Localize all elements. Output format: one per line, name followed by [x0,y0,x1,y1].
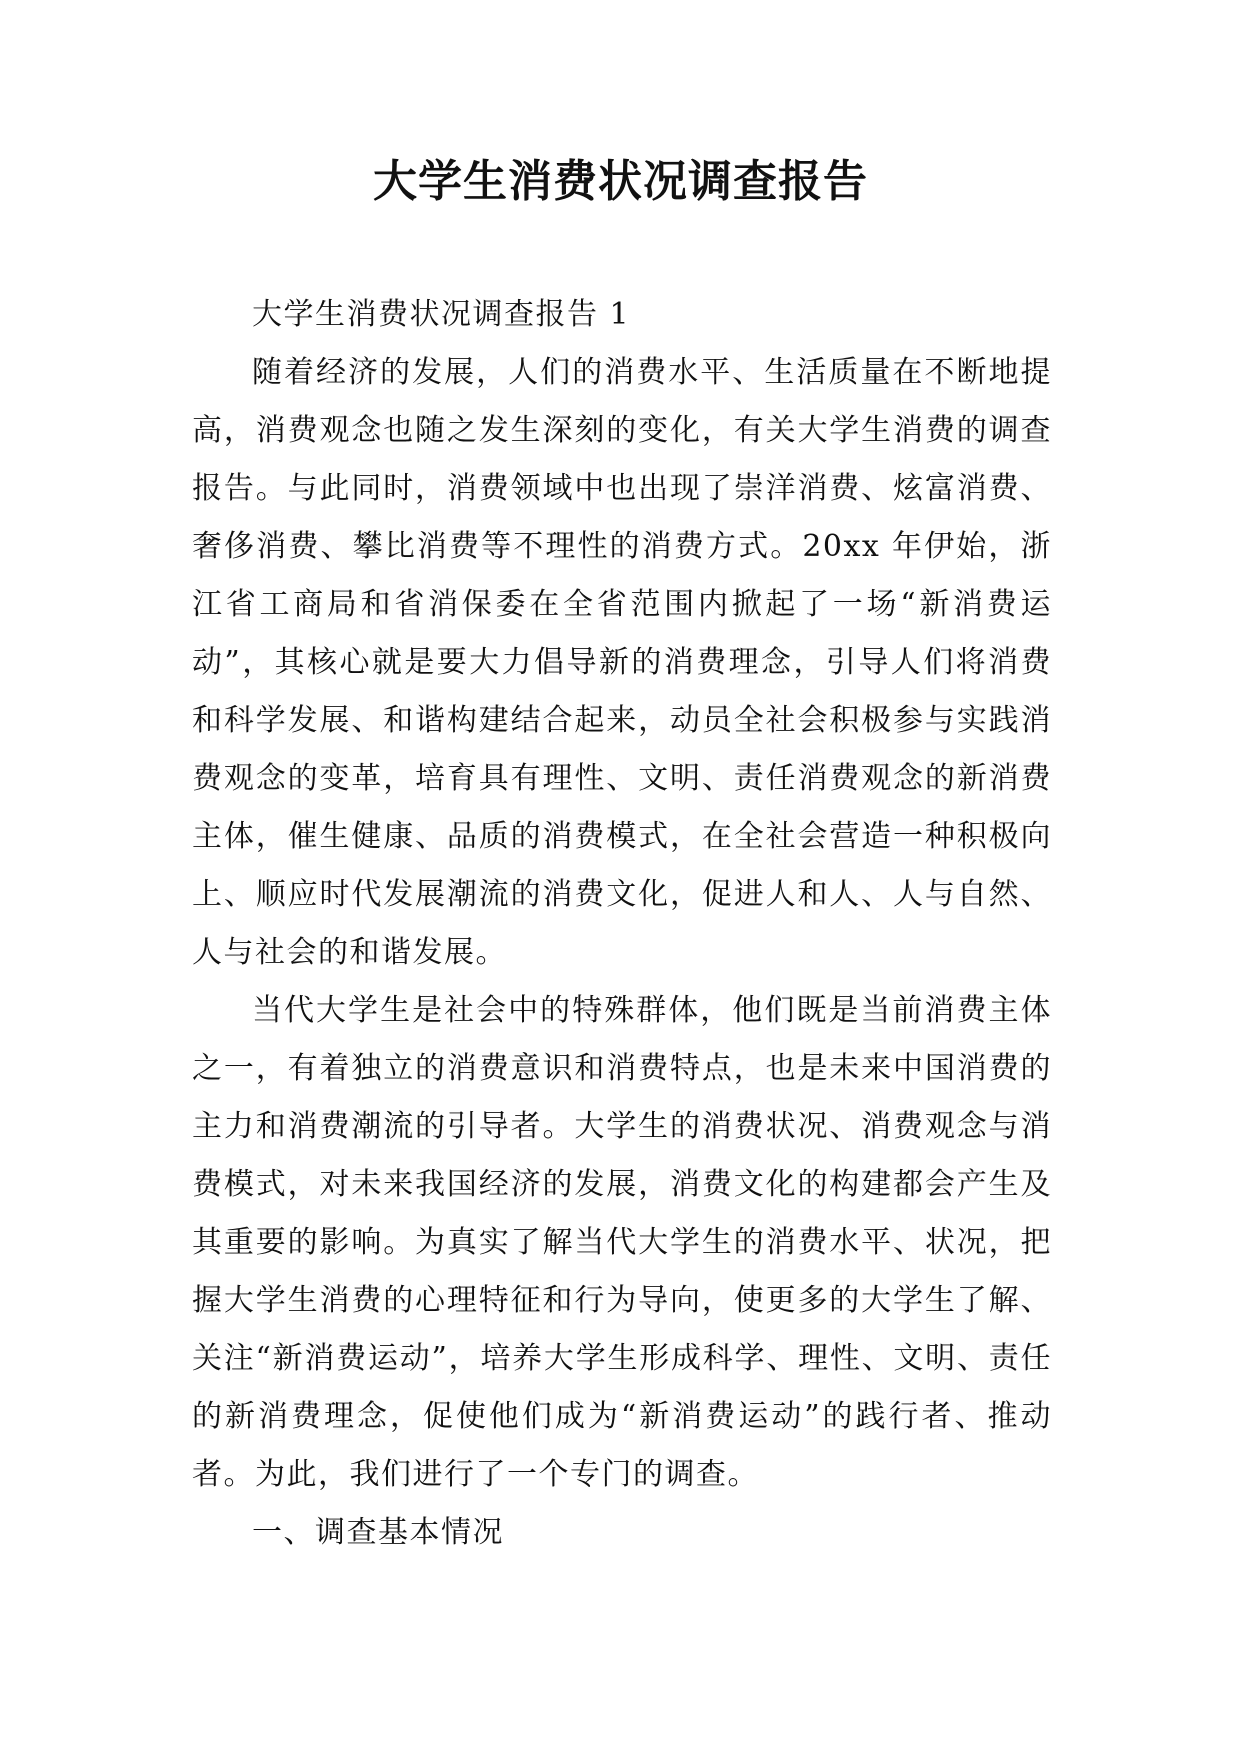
document-body [192,286,1052,1562]
document-title: 大学生消费状况调查报告 [373,156,868,207]
paragraph-1: 随着经济的发展，人们的消费水平、生活质量在不断地提高，消费观念也随之发生深刻的变化，有关大学生消费的调查报告。与此同时，消费领域中也出现了崇洋消费、炫富消费、奢侈消费、攀比消费等不理性的消费方式。20xx 年伊始，浙江省工商局和省消保委在全省范围内掀起了一场“新消费运动”，其核心就是要大力倡导新的消费理念，引导人们将消费和科学发展、和谐构建结合起来，动员全社会积极参与实践消费观念的变革，培育具有理性、文明、责任消费观念的新消费主体，催生健康、品质的消费模式，在全社会营造一种积极向上、顺应时代发展潮流的消费文化，促进人和人、人与自然、人与社会的和谐发展。 [192,355,1052,970]
paragraph-2: 当代大学生是社会中的特殊群体，他们既是当前消费主体之一，有着独立的消费意识和消费特点，也是未来中国消费的主力和消费潮流的引导者。大学生的消费状况、消费观念与消费模式，对未来我国经济的发展，消费文化的构建都会产生及其重要的影响。为真实了解当代大学生的消费水平、状况，把握大学生消费的心理特征和行为导向，使更多的大学生了解、关注“新消费运动”，培养大学生形成科学、理性、文明、责任的新消费理念，促使他们成为“新消费运动”的践行者、推动者。为此，我们进行了一个专门的调查。 [192,993,1052,1492]
report-subtitle: 大学生消费状况调查报告 1 [252,297,631,332]
section-heading: 一、调查基本情况 [252,1515,504,1550]
